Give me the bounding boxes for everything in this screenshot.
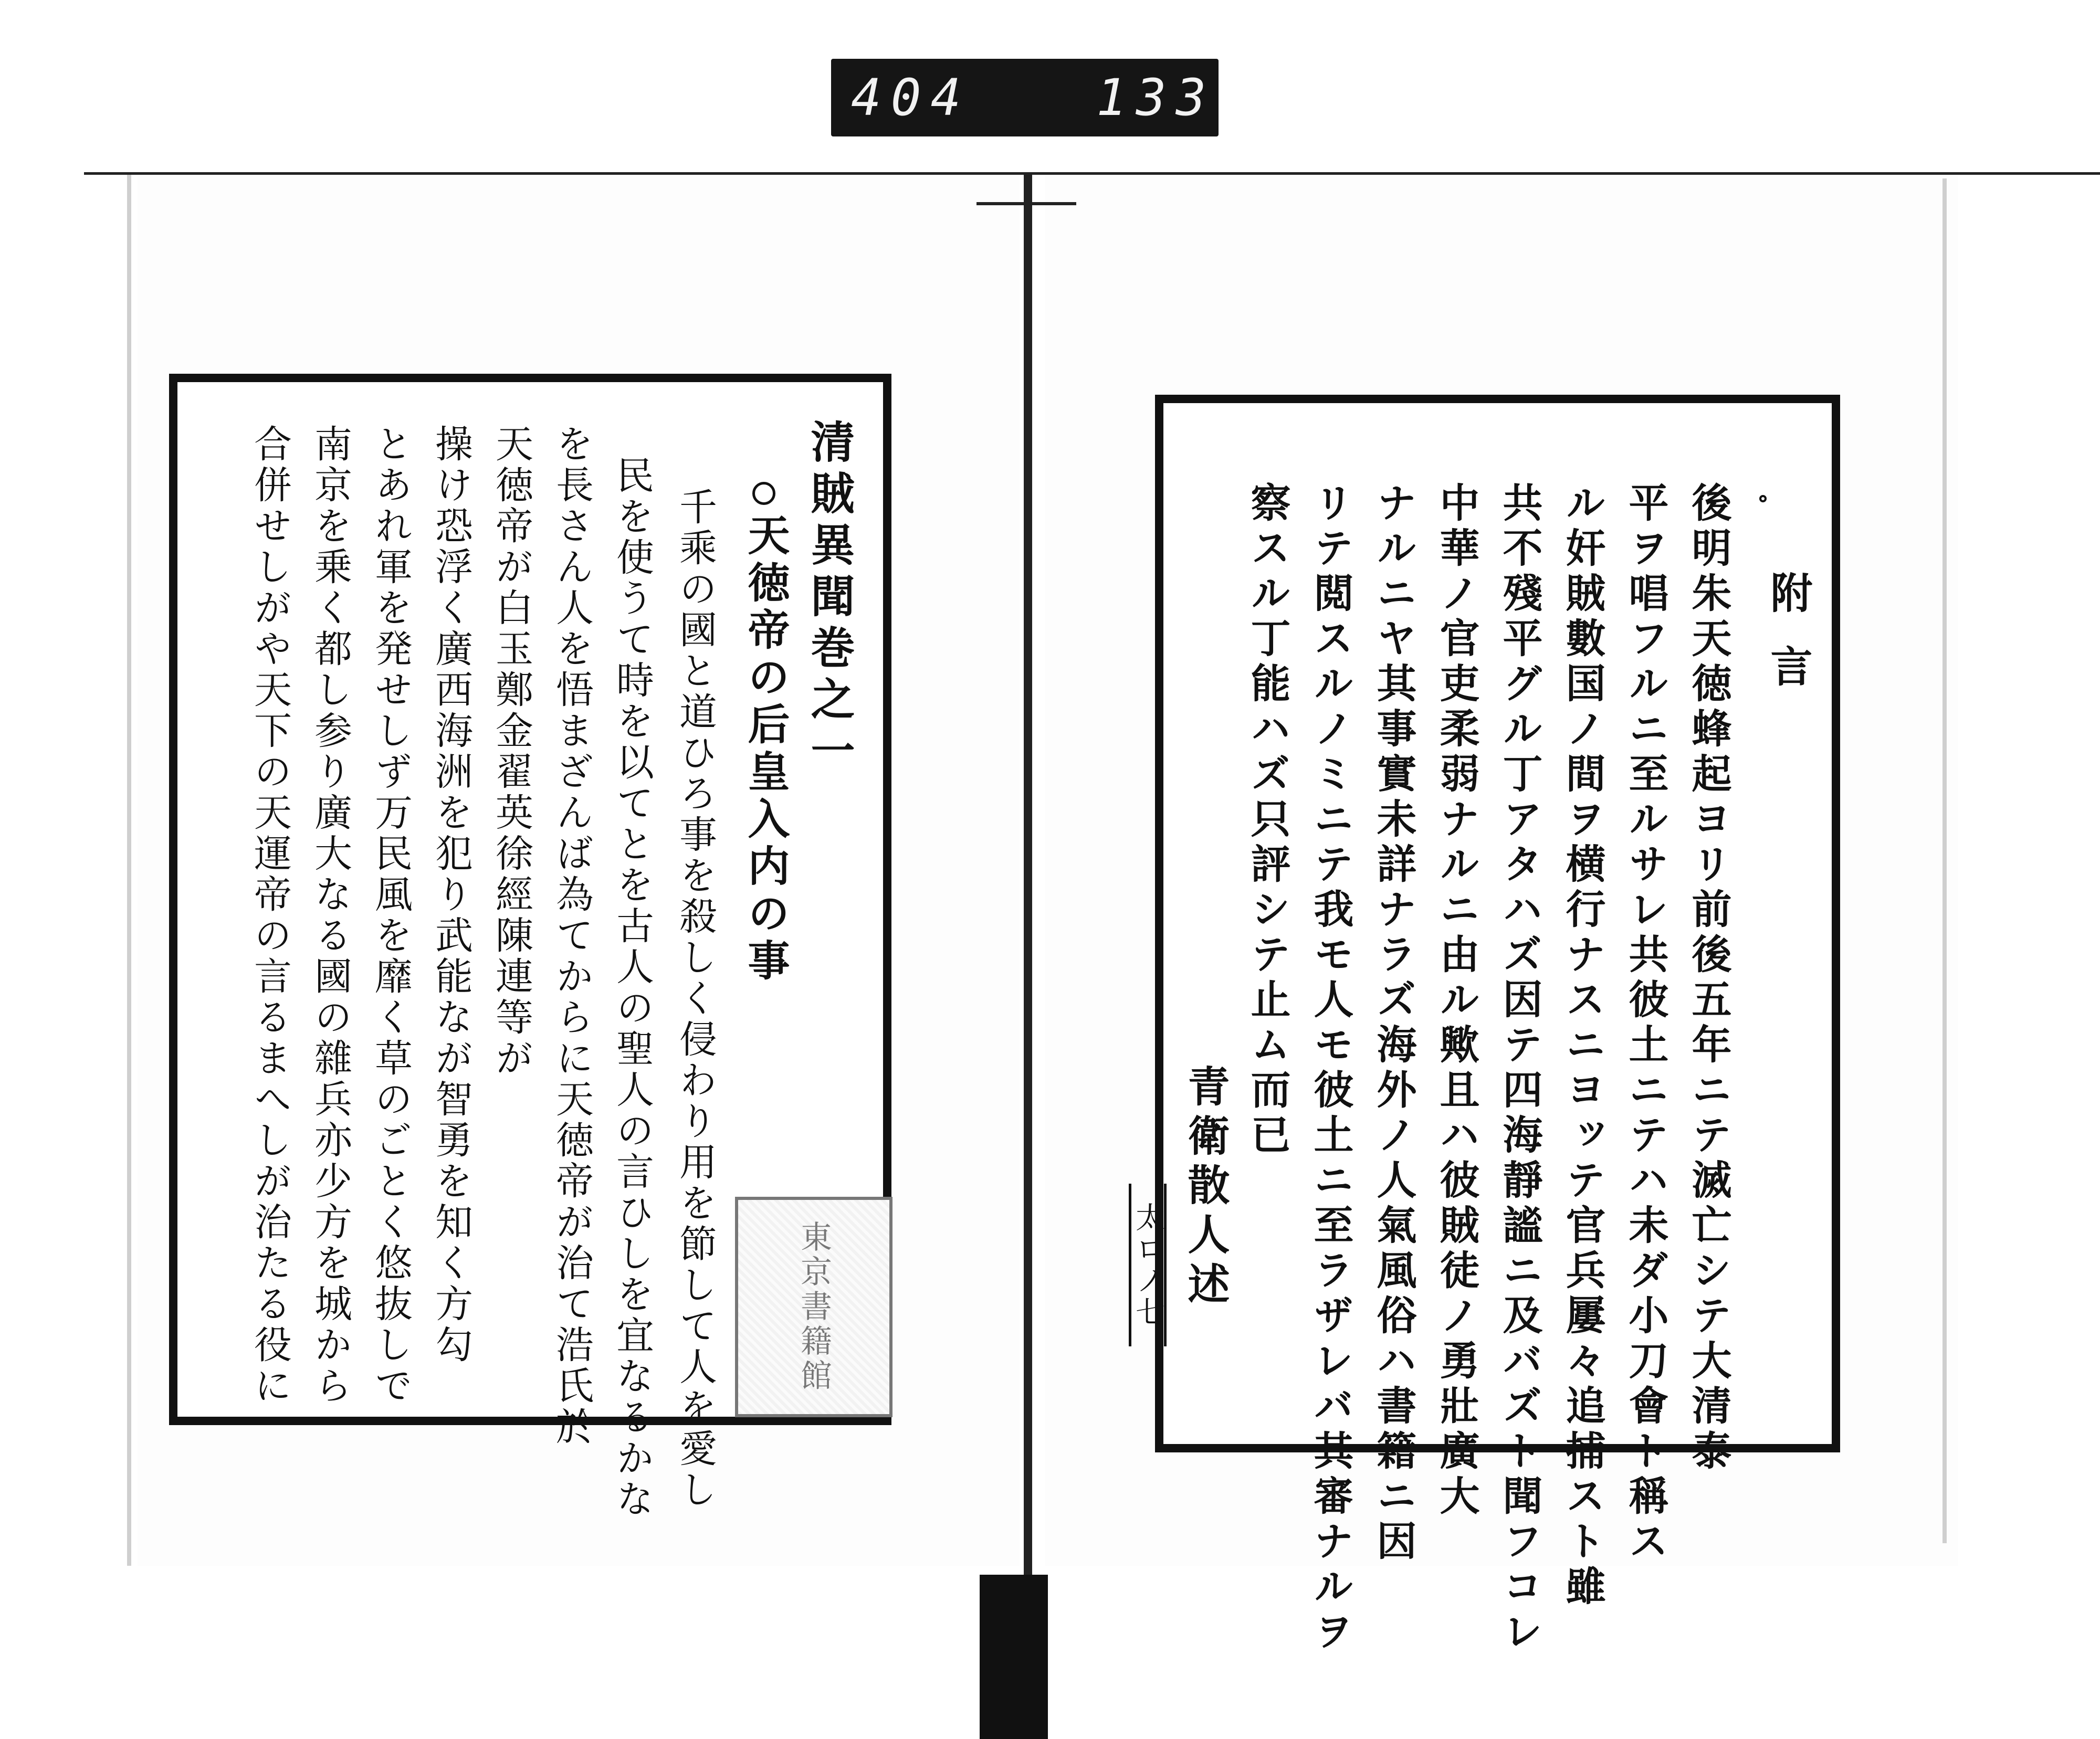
heading-marker-icon: [1759, 495, 1767, 502]
left-column-5: 操け恐浮く廣西海洲を犯り武能なが智勇を知く方勾: [429, 424, 473, 1366]
spine-clamp: [980, 1575, 1048, 1739]
right-column-6: ナルニヤ其事實未詳ナラズ海外ノ人氣風俗ハ書籍ニ因: [1370, 482, 1417, 1565]
left-column-2: 民を使うて時を以てとを古人の聖人の言ひしを宜なるかな: [610, 456, 654, 1520]
folio-text: 太ロノ七: [1131, 1202, 1165, 1328]
spine-thread: [976, 202, 1076, 205]
library-seal-stamp: [735, 1197, 892, 1417]
right-page-heading: 附言: [1763, 571, 1813, 718]
right-column-8: 察スル丁能ハズ只評シテ止ム而已: [1244, 482, 1291, 1159]
left-column-7: 南京を乗く都し参り廣大なる國の雜兵亦少方を城から: [308, 424, 352, 1407]
right-page-edge: [1942, 178, 1947, 1543]
right-column-4: 共不殘平グル丁アタハズ因テ四海靜謐ニ及バズト聞フコレ: [1496, 482, 1543, 1656]
folio-marker: [1129, 1184, 1167, 1346]
left-column-6: とあれ軍を発せしず万民風を靡く草のごとく悠抜しで: [369, 424, 413, 1407]
left-column-8: 合併せしがや天下の天運帝の言るまへしが治たる役に: [248, 424, 292, 1407]
accession-number-label: [831, 59, 1219, 136]
heading-bullet-icon: [752, 482, 775, 505]
left-page-edge: [127, 175, 131, 1566]
left-page-title: 清賊異聞巻之一: [804, 419, 856, 779]
right-column-7: リテ閲スルノミニテ我モ人モ彼土ニ至ラザレバ其審ナルヲ: [1307, 482, 1354, 1656]
stamp-text: 東京書籍館: [795, 1220, 832, 1394]
label-right-number: 133: [1096, 68, 1216, 127]
right-column-2: 平ヲ唱フルニ至ルサレ共彼土ニテハ未ダ小刀會ト稱ス: [1622, 482, 1669, 1565]
left-column-3: を長さん人を悟まざんば為てからに天徳帝が治て浩氏於: [550, 424, 594, 1448]
left-column-4: 天徳帝が白玉鄭金翟英徐經陳連等が: [489, 424, 533, 1079]
right-text-frame: [1155, 395, 1840, 1656]
right-column-5: 中華ノ官吏柔弱ナルニ由ル歟且ハ彼賊徒ノ勇壯廣大: [1433, 482, 1480, 1520]
left-column-1: 千乘の國と道ひろ事を殺しく侵わり用を節して人を愛し: [673, 487, 717, 1511]
label-left-number: 404: [851, 68, 971, 127]
spine: [1024, 175, 1032, 1592]
right-column-3: ル奸賊數国ノ間ヲ横行ナスニヨッテ官兵屢々追捕スト雖: [1559, 482, 1606, 1610]
author-signature: 青衛散人述: [1181, 1065, 1230, 1311]
left-page-heading: 天徳帝の后皇入内の事: [741, 513, 790, 986]
right-column-1: 後明朱天徳蜂起ヨリ前後五年ニテ滅亡シテ大清泰: [1685, 482, 1732, 1475]
